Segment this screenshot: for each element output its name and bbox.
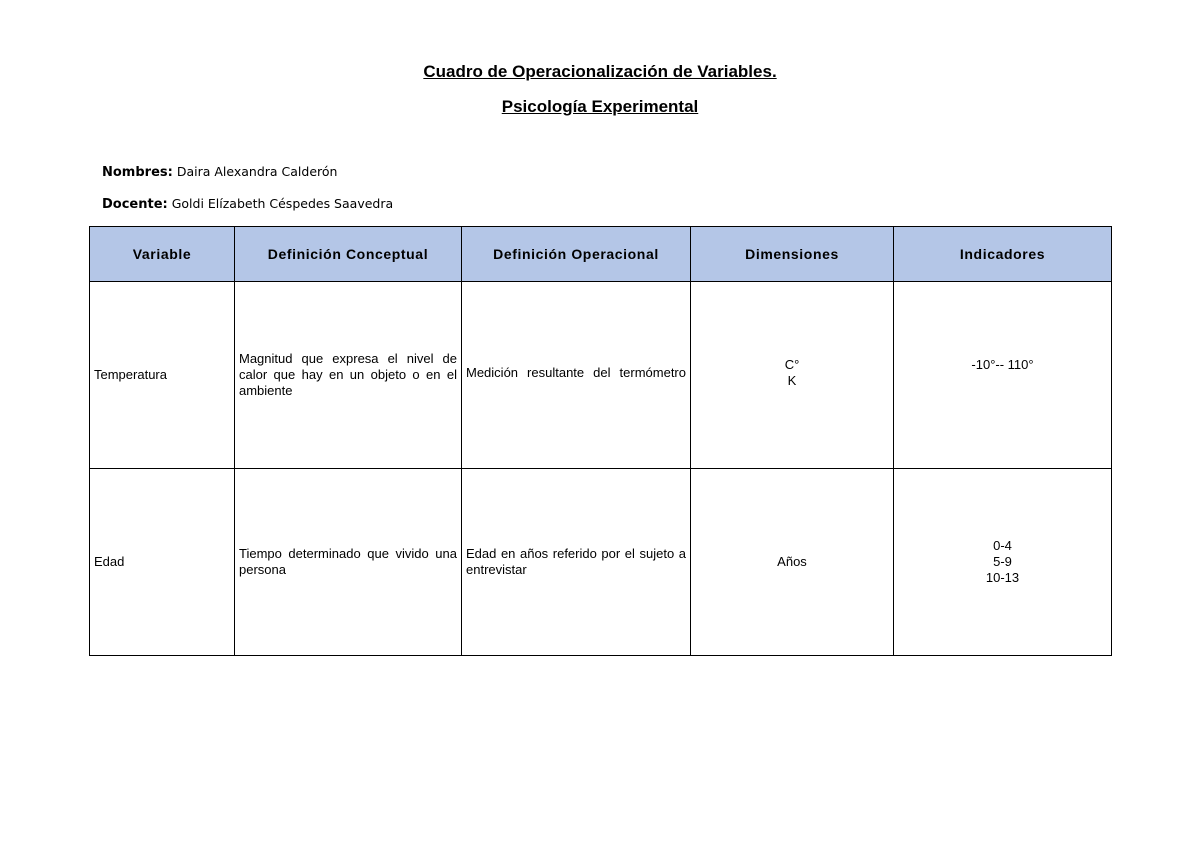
- table-row: [90, 469, 1112, 656]
- cell-indicadores: [894, 469, 1112, 656]
- header-variable: Variable: [90, 227, 235, 282]
- nombres-label: Nombres:: [102, 165, 173, 180]
- cell-conceptual: Tiempo determinado que vivido una persona: [235, 469, 462, 656]
- cell-variable: Edad: [90, 469, 235, 656]
- document-subtitle: Psicología Experimental: [501, 97, 699, 116]
- cell-dimensiones: [691, 469, 894, 656]
- indicator-item: 5-9: [993, 554, 1012, 569]
- header-dimensiones: Dimensiones: [691, 227, 894, 282]
- docente-label: Docente:: [102, 197, 168, 212]
- dimension-item: Años: [777, 554, 807, 569]
- cell-dimensiones: [691, 280, 894, 467]
- indicator-item: 10-13: [985, 570, 1020, 585]
- indicator-item: -10°-- 110°: [971, 357, 1034, 372]
- cell-operacional: Edad en años referido por el sujeto a entrevistar: [462, 469, 691, 656]
- header-conceptual: Definición Conceptual: [235, 227, 462, 282]
- cell-operacional: Medición resultante del termómetro: [462, 280, 691, 467]
- docente-value: Goldi Elízabeth Céspedes Saavedra: [171, 196, 394, 211]
- operationalization-table: [89, 226, 1112, 656]
- cell-conceptual: Magnitud que expresa el nivel de calor que hay en un objeto o en el ambiente: [235, 282, 462, 469]
- nombres-value: Daira Alexandra Calderón: [176, 164, 338, 179]
- docente-line: [102, 196, 393, 212]
- nombres-line: [102, 164, 337, 180]
- table-header-row: [90, 227, 1112, 282]
- header-indicadores: Indicadores: [894, 227, 1112, 282]
- table-row: [90, 282, 1112, 469]
- dimension-item: K: [787, 373, 797, 388]
- cell-variable: Temperatura: [90, 282, 235, 469]
- dimension-item: C°: [784, 357, 800, 372]
- indicator-item: 0-4: [993, 538, 1012, 553]
- header-operacional: Definición Operacional: [462, 227, 691, 282]
- document-title: Cuadro de Operacionalización de Variables.: [423, 62, 777, 81]
- cell-indicadores: [894, 280, 1112, 467]
